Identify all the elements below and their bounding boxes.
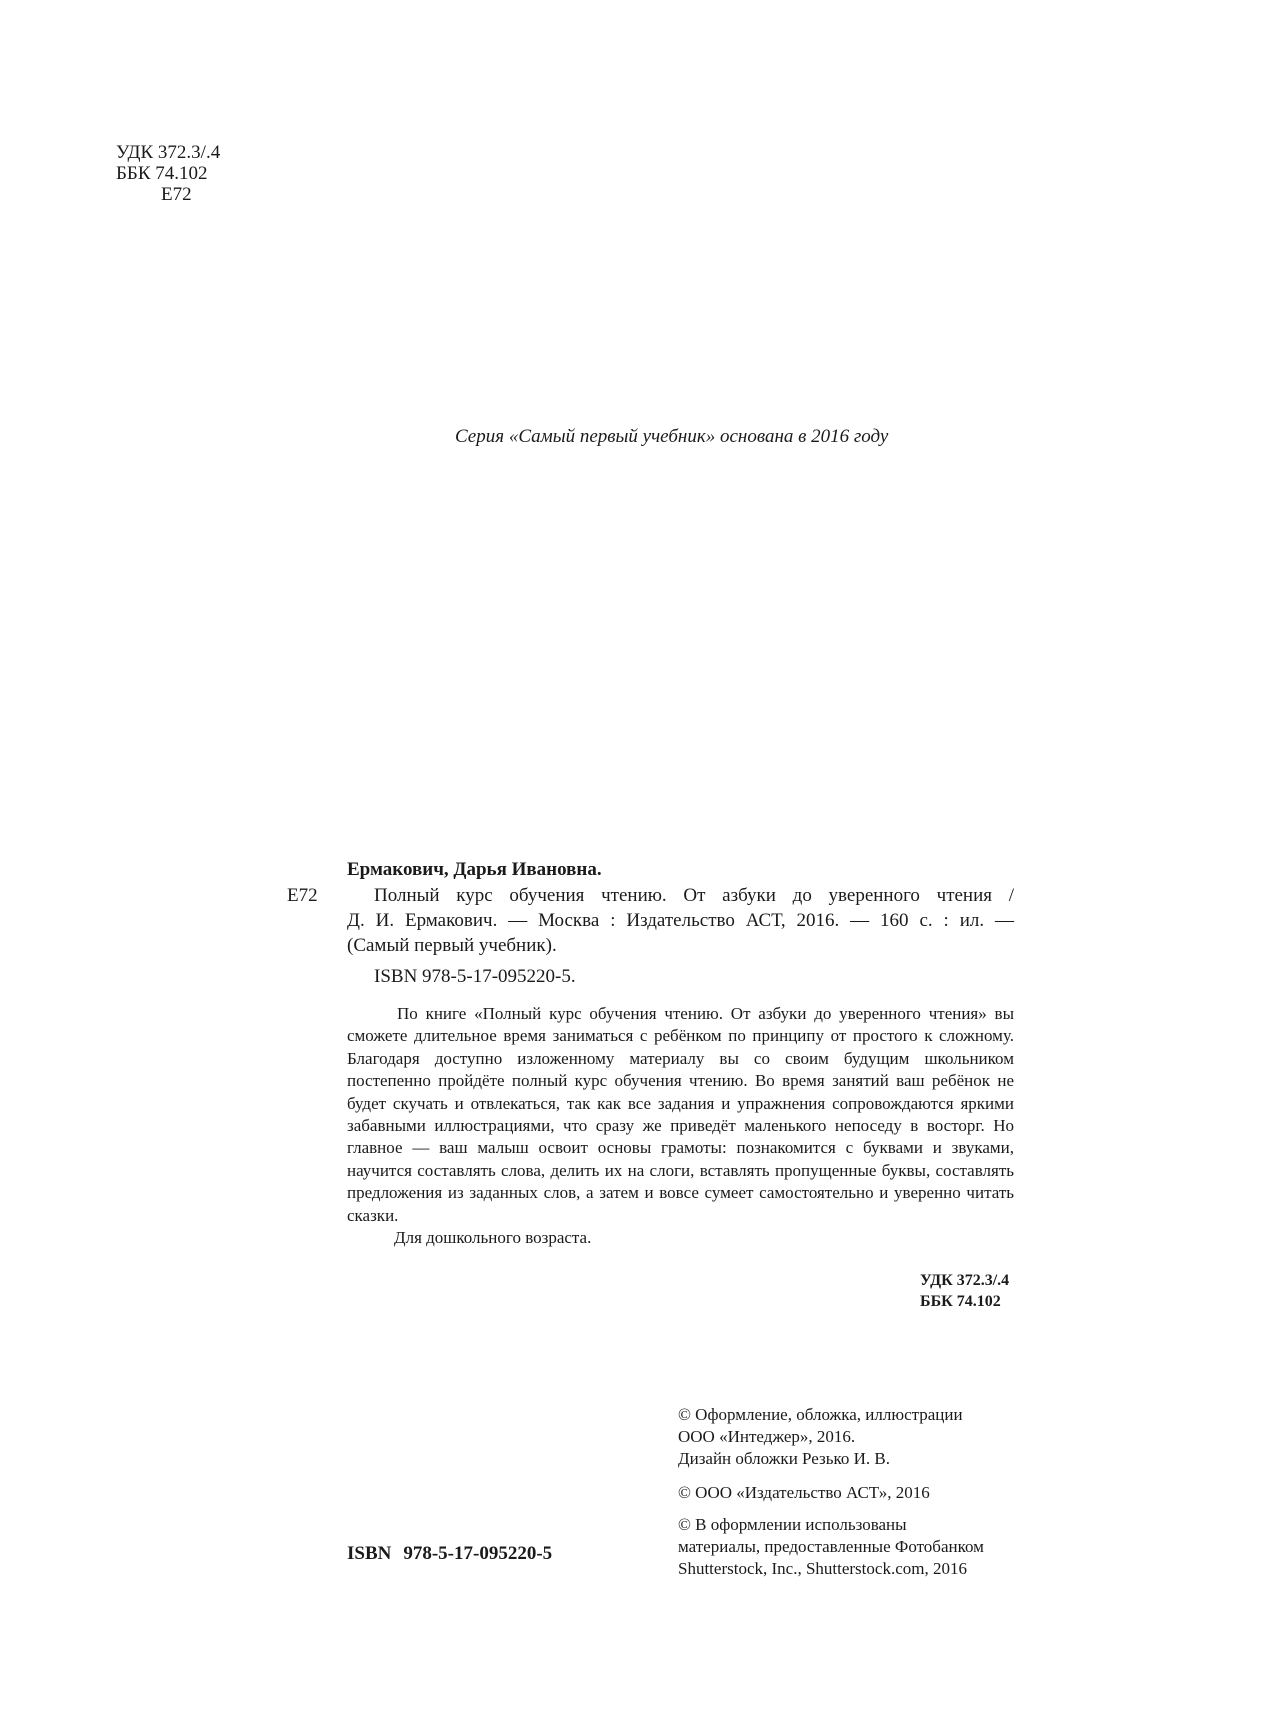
udk-code-bottom: УДК 372.3/.4 xyxy=(920,1272,1010,1289)
title-line-3: (Самый первый учебник). xyxy=(347,935,557,956)
classification-codes-top xyxy=(116,142,220,205)
copyright-line-6: материалы, предоставленные Фотобанком xyxy=(678,1537,984,1556)
copyright-line-2: ООО «Интеджер», 2016. xyxy=(678,1427,856,1446)
isbn-label: ISBN xyxy=(347,1543,392,1564)
isbn-number: 978-5-17-095220-5 xyxy=(403,1543,553,1564)
title-line-1: Полный курс обучения чтению. От азбуки до уверенного чтения / xyxy=(374,885,1014,906)
isbn-bottom xyxy=(347,1543,552,1565)
annotation-body: По книге «Полный курс обучения чтению. От азбуки до уверенного чтения» вы сможете длительное время заниматься с ребёнком по принципу от простого к сложному. Благодаря доступно изложенному материалу вы со своим будущим школьником постепенно пройдёте полный курс обучения чтению. Во время занятий ваш ребёнок не будет скучать и отвлекаться, так как все задания и упражнения сопровождаются яркими забавными иллюстрациями, что сразу же приведёт маленького непоседу в восторг. Но главное — ваш малыш освоит основы грамоты: познакомится с буквами и звуками, научится составлять слова, делить их на слоги, вставлять пропущенные буквы, составлять предложения из заданных слов, а затем и вовсе сумеет самостоятельно и уверенно читать сказки. xyxy=(347,1004,1014,1225)
isbn-record: ISBN 978-5-17-095220-5. xyxy=(374,966,576,987)
age-rating: Для дошкольного возраста. xyxy=(394,1228,592,1248)
author-mark-side: Е72 xyxy=(287,885,318,906)
bbk-code-bottom: ББК 74.102 xyxy=(920,1293,1001,1310)
copyright-line-1: © Оформление, обложка, иллюстрации xyxy=(678,1405,963,1424)
bbk-code: ББК 74.102 xyxy=(116,163,208,184)
copyright-line-7: Shutterstock, Inc., Shutterstock.com, 2016 xyxy=(678,1559,967,1578)
annotation xyxy=(347,1003,1014,1249)
author-name: Ермакович, Дарья Ивановна. xyxy=(347,859,602,880)
copyright-publisher: © ООО «Издательство АСТ», 2016 xyxy=(678,1483,930,1502)
copyright-line-3: Дизайн обложки Резько И. В. xyxy=(678,1449,891,1468)
classification-codes-bottom xyxy=(920,1270,1009,1312)
author-mark: Е72 xyxy=(161,184,192,205)
bibliographic-record xyxy=(347,883,1014,958)
copyright-photobank xyxy=(678,1514,1038,1580)
series-note: Серия «Самый первый учебник» основана в 2016 году xyxy=(455,426,889,447)
copyright-design xyxy=(678,1404,1038,1470)
copyright-block xyxy=(678,1404,1038,1592)
title-line-2: Д. И. Ермакович. — Москва : Издательство АСТ, 2016. — 160 с. : ил. — xyxy=(347,910,1014,931)
udk-code: УДК 372.3/.4 xyxy=(116,142,221,163)
copyright-line-5: © В оформлении использованы xyxy=(678,1515,907,1534)
